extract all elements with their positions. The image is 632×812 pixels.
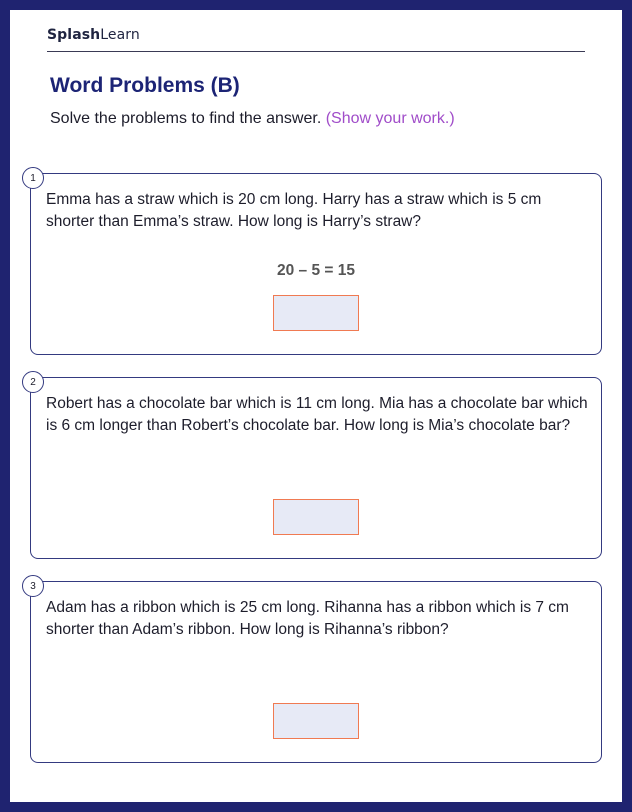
problem-question: Robert has a chocolate bar which is 11 cm long. Mia has a chocolate bar which is 6 cm longer than Robert’s chocolate bar. How long is Mia’s chocolate bar? <box>46 395 588 434</box>
problem-number-badge: 1 <box>22 167 44 189</box>
answer-box[interactable] <box>273 295 359 331</box>
problem-number-badge: 3 <box>22 575 44 597</box>
worksheet-page <box>10 10 622 802</box>
problem-card-1 <box>30 173 602 355</box>
answer-box[interactable] <box>273 499 359 535</box>
instructions <box>50 110 455 128</box>
problem-question: Adam has a ribbon which is 25 cm long. Rihanna has a ribbon which is 7 cm shorter than Adam’s ribbon. How long is Rihanna’s ribbon? <box>46 599 569 638</box>
header-divider <box>47 51 585 52</box>
logo-part-learn: Learn <box>100 27 140 43</box>
instructions-text: Solve the problems to find the answer. <box>50 110 322 127</box>
splashlearn-logo <box>47 27 140 43</box>
problem-question: Emma has a straw which is 20 cm long. Harry has a straw which is 5 cm shorter than Emma’s straw. How long is Harry’s straw? <box>46 191 542 230</box>
problem-card-3 <box>30 581 602 763</box>
problem-number-badge: 2 <box>22 371 44 393</box>
worked-equation: 20 – 5 = 15 <box>277 262 355 279</box>
instructions-hint: (Show your work.) <box>325 110 455 127</box>
page-title: Word Problems (B) <box>50 74 240 97</box>
answer-box[interactable] <box>273 703 359 739</box>
logo-part-splash: Splash <box>47 27 101 43</box>
problem-card-2 <box>30 377 602 559</box>
